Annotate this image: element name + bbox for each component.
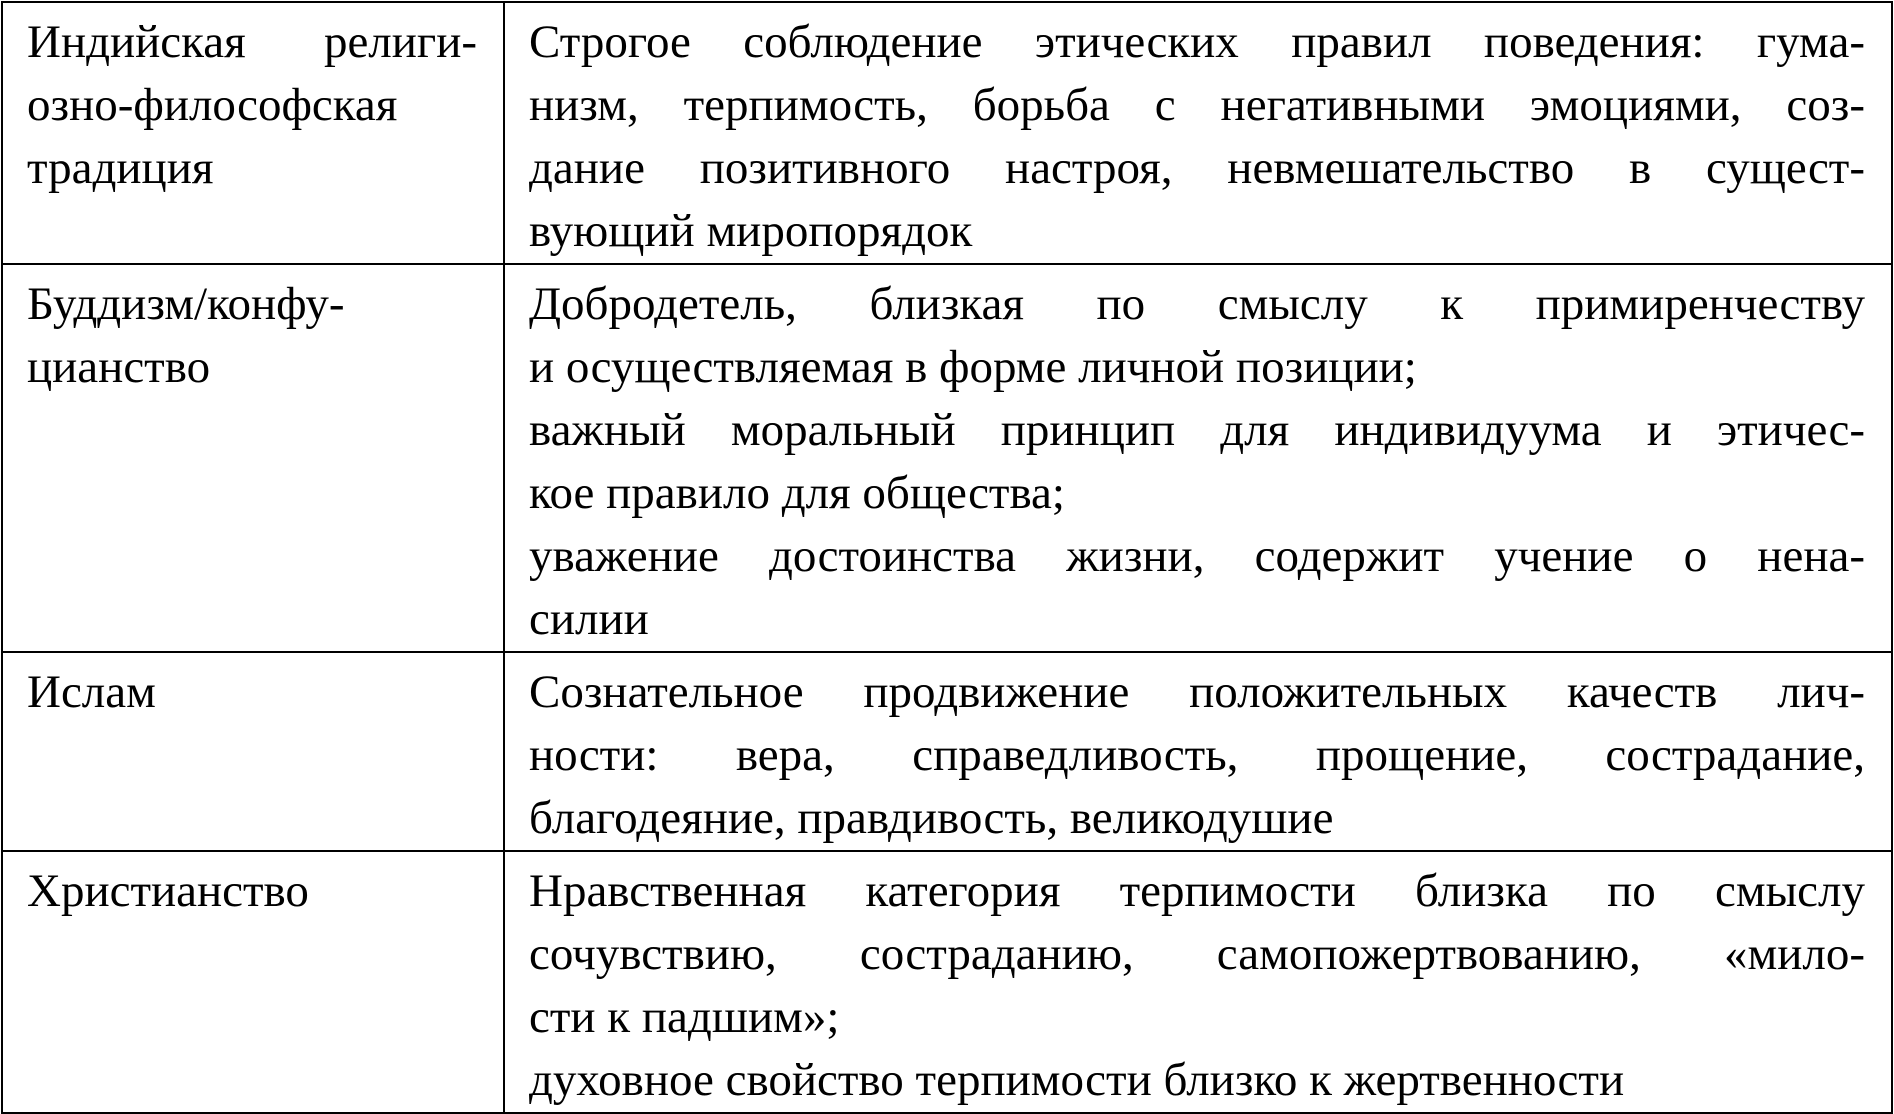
text-line: ности: вера, справедливость, прощение, сострадание, — [529, 729, 1865, 781]
text-line: Ислам — [27, 666, 156, 718]
text-line: силии — [529, 593, 649, 645]
text-line: кое правило для общества; — [529, 467, 1065, 519]
tradition-cell — [2, 851, 504, 1113]
description-cell — [504, 2, 1892, 264]
text-line: Христианство — [27, 865, 309, 917]
table-row — [2, 851, 1892, 1113]
text-line: уважение достоинства жизни, содержит учение о нена- — [529, 530, 1865, 582]
text-line: Сознательное продвижение положительных качеств лич- — [529, 666, 1865, 718]
tolerance-table — [1, 1, 1893, 1114]
text-line: Добродетель, близкая по смыслу к примиренчеству — [529, 278, 1865, 330]
text-line: дание позитивного настроя, невмешательство в сущест- — [529, 142, 1865, 194]
text-line: Буддизм/конфу- — [27, 278, 345, 330]
text-line: важный моральный принцип для индивидуума и этичес- — [529, 404, 1865, 456]
description-cell — [504, 264, 1892, 652]
text-line: сочувствию, состраданию, самопожертвованию, «мило- — [529, 928, 1865, 980]
tradition-cell — [2, 652, 504, 851]
text-line: и осуществляемая в форме личной позиции; — [529, 341, 1417, 393]
tradition-cell — [2, 2, 504, 264]
table-row — [2, 264, 1892, 652]
text-line: озно-философская — [27, 79, 398, 131]
text-line: духовное свойство терпимости близко к жертвенности — [529, 1054, 1625, 1106]
text-line: Строгое соблюдение этических правил поведения: гума- — [529, 16, 1865, 68]
text-line: благодеяние, правдивость, великодушие — [529, 792, 1334, 844]
text-line: сти к падшим»; — [529, 991, 840, 1043]
text-line: Нравственная категория терпимости близка по смыслу — [529, 865, 1865, 917]
text-line: вующий миропорядок — [529, 205, 973, 257]
text-line: низм, терпимость, борьба с негативными эмоциями, соз- — [529, 79, 1865, 131]
text-line: Индийская религи- — [27, 16, 477, 68]
table-row — [2, 652, 1892, 851]
tradition-cell — [2, 264, 504, 652]
description-cell — [504, 851, 1892, 1113]
text-line: традиция — [27, 142, 214, 194]
text-line: цианство — [27, 341, 211, 393]
description-cell — [504, 652, 1892, 851]
table-row — [2, 2, 1892, 264]
